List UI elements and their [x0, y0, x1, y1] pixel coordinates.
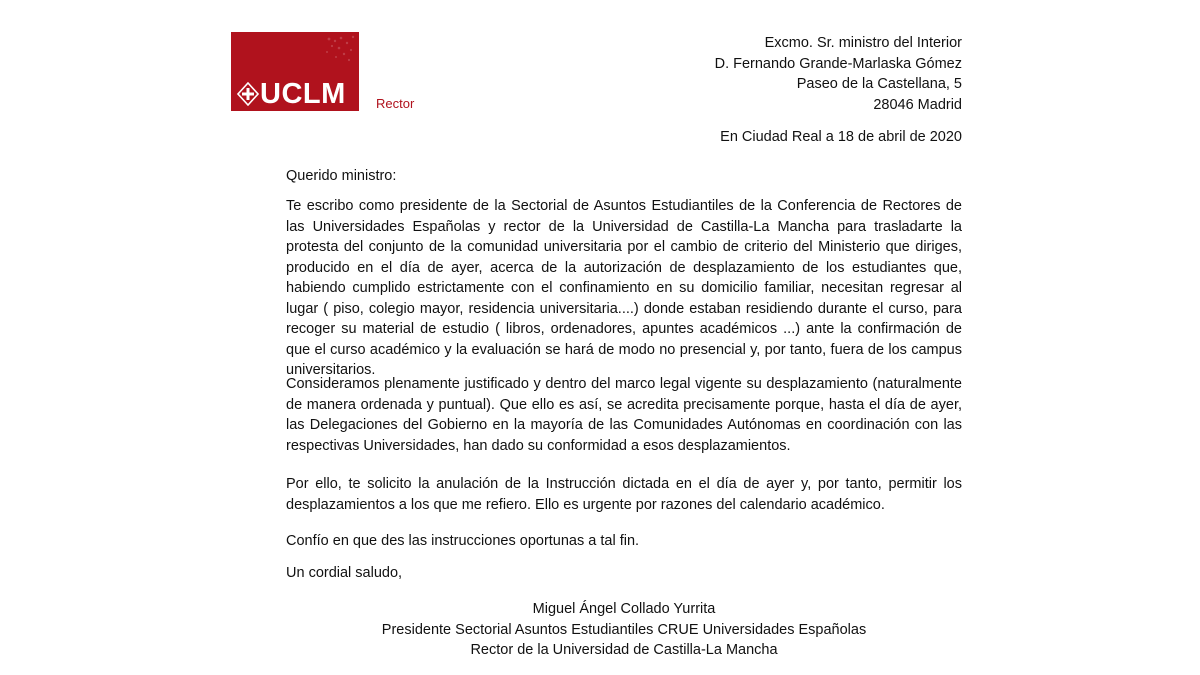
body-paragraph: Por ello, te solicito la anulación de la Instrucción dictada en el día de ayer y, por tanto, permitir los desplazamientos a los que me refiero. Ello es urgente por razones del calendario académico. [286, 476, 962, 513]
uclm-emblem-icon [237, 82, 259, 106]
salutation: Querido ministro: [286, 168, 397, 184]
recipient-line: D. Fernando Grande-Marlaska Gómez [714, 55, 962, 72]
body-paragraph: Consideramos plenamente justificado y dentro del marco legal vigente su desplazamiento (naturalmente de manera ordenada y puntual). Que ello es así, se acredita precisamente porque, hasta el día de ayer, las Delegaciones del Gobierno en la mayoría de las Comunidades Autónomas en coordinación con las respectivas Universidades, han dado su conformidad a esos desplazamientos. [286, 376, 962, 454]
body-paragraph: Confío en que des las instrucciones oportunas a tal fin. [286, 533, 640, 549]
signatory-title: Rector de la Universidad de Castilla-La Mancha [470, 642, 778, 658]
recipient-line: Excmo. Sr. ministro del Interior [764, 35, 962, 51]
recipient-line: Paseo de la Castellana, 5 [796, 76, 962, 92]
office-label: Rector [376, 96, 415, 111]
recipient-address [715, 33, 962, 115]
signature-block [286, 599, 962, 661]
signatory-title: Presidente Sectorial Asuntos Estudiantiles CRUE Universidades Españolas [381, 621, 867, 638]
logo-text: UCLM [260, 78, 346, 110]
recipient-line: 28046 Madrid [873, 96, 962, 113]
body-paragraph: Te escribo como presidente de la Sectorial de Asuntos Estudiantiles de la Conferencia de Rectores de las Universidades Españolas y rector de la Universidad de Castilla-La Mancha para trasladarte la protesta del conjunto de la comunidad universitaria por el cambio de criterio del Ministerio que diriges, producido en el día de ayer, acerca de la autorización de desplazamiento de los estudiantes que, habiendo cumplido estrictamente con el confinamiento en su domicilio familiar, necesitan regresar al lugar ( piso, colegio mayor, residencia universitaria....) donde estaban residiendo durante el curso, para recoger su material de estudio ( libros, ordenadores, apuntes académicos ...) ante la confirmación de que el curso académico y la evaluación se hará de modo no presencial y, por tanto, fuera de los campus universitarios. [286, 198, 962, 378]
date-line: En Ciudad Real a 18 de abril de 2020 [720, 129, 962, 145]
closing: Un cordial saludo, [286, 565, 403, 581]
signatory-name: Miguel Ángel Collado Yurrita [532, 601, 716, 617]
